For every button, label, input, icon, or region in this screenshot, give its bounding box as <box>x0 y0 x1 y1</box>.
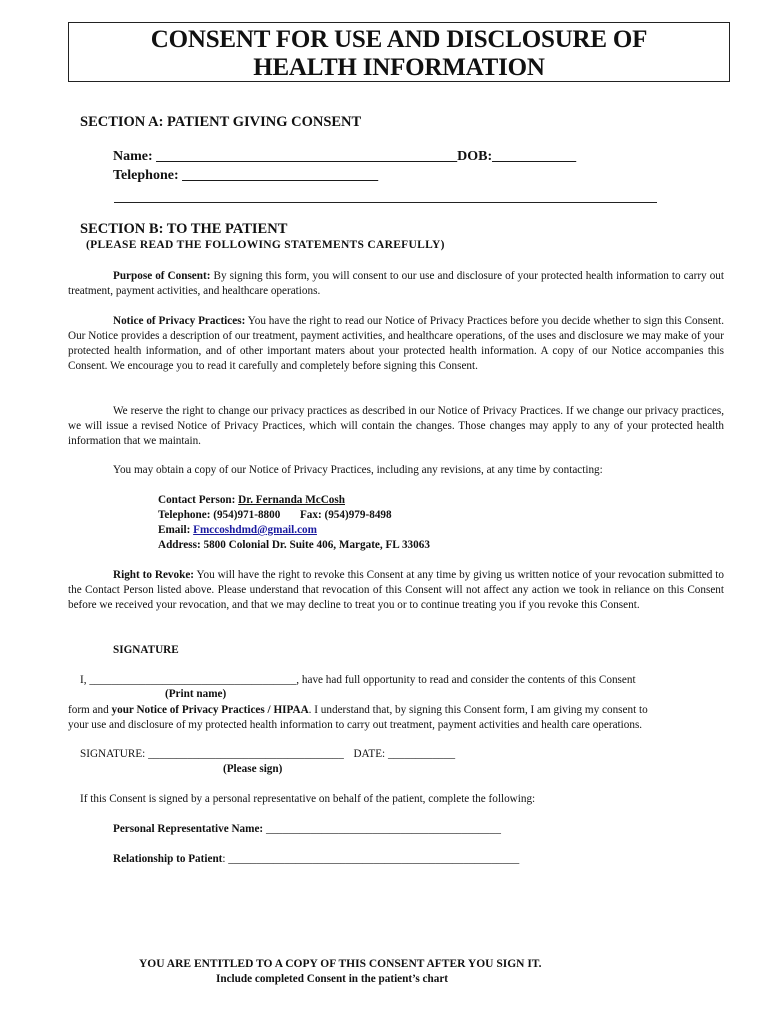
notice-paragraph <box>68 314 724 374</box>
consent-statement-1: , have had full opportunity to read and consider the contents of this Consent <box>296 674 636 686</box>
revoke-paragraph <box>68 568 724 613</box>
notice-hipaa-text: your Notice of Privacy Practices / HIPAA <box>111 704 309 716</box>
relationship-label: Relationship to Patient <box>113 853 223 865</box>
understand-text-2: your use and disclosure of my protected health information to carry out treatment, payment activities and health care operations. <box>68 719 643 731</box>
reserve-text: We reserve the right to change our privacy practices as described in our Notice of Privacy Practices. If we change our privacy practices, we will issue a revised Notice of Privacy Practices, which will contain the changes. Those changes may apply to any of your protected health information that we maintain. <box>68 405 724 447</box>
print-name-blank[interactable]: _____________________________________ <box>89 674 297 686</box>
date-label: DATE: <box>353 748 386 760</box>
signature-heading: SIGNATURE <box>113 644 179 656</box>
contact-email-link[interactable]: Fmccoshdmd@gmail.com <box>193 524 317 536</box>
obtain-text: You may obtain a copy of our Notice of Privacy Practices, including any revisions, at any time by contacting: <box>113 464 603 476</box>
print-name-caption: (Print name) <box>165 688 227 700</box>
signature-row <box>80 747 455 762</box>
notice-text: You have the right to read our Notice of Privacy Practices before you decide whether to sign this Consent. Our Notice provides a description of our treatment, payment activities, and healthcare operations, of the uses and disclosure we may make of your protected health information, and of other important maters about your protected health information. A copy of our Notice accompanies this Consent. We encourage you to read it carefully and completely before signing this Consent. <box>68 315 724 372</box>
relationship-blank[interactable]: ____________________________________________________ <box>228 853 520 865</box>
relationship-row <box>113 852 519 867</box>
contact-fax: Fax: (954)979-8498 <box>299 509 392 521</box>
name-field-row[interactable] <box>113 149 576 165</box>
contact-person-label: Contact Person: <box>158 494 236 506</box>
contact-phone-line <box>158 508 392 523</box>
signature-label: SIGNATURE: <box>80 748 146 760</box>
section-b-subheading: (PLEASE READ THE FOLLOWING STATEMENTS CAREFULLY) <box>86 239 445 251</box>
contact-person-line <box>158 493 345 508</box>
footer-chart-note: Include completed Consent in the patient’s chart <box>216 973 449 985</box>
telephone-blank[interactable]: ____________________________ <box>182 168 379 183</box>
reserve-paragraph <box>68 404 724 449</box>
i-prefix: I, <box>80 674 87 686</box>
revoke-label: Right to Revoke: <box>113 569 195 581</box>
relationship-colon: : <box>222 853 226 865</box>
please-sign-caption: (Please sign) <box>223 763 283 775</box>
dob-blank[interactable]: ____________ <box>492 149 577 164</box>
name-blank[interactable]: ___________________________________________ <box>156 149 458 164</box>
contact-address: Address: 5800 Colonial Dr. Suite 406, Margate, FL 33063 <box>158 539 430 551</box>
contact-person-name: Dr. Fernanda McCosh <box>238 494 345 506</box>
address-blank-line[interactable] <box>114 202 657 203</box>
telephone-field-row[interactable] <box>113 168 378 184</box>
print-name-row <box>80 673 636 688</box>
purpose-paragraph <box>68 269 724 299</box>
telephone-label: Telephone: <box>113 168 179 183</box>
representative-name-blank[interactable]: __________________________________________ <box>265 823 501 835</box>
footer-entitled-notice: YOU ARE ENTITLED TO A COPY OF THIS CONSENT AFTER YOU SIGN IT. <box>139 958 542 970</box>
representative-intro: If this Consent is signed by a personal representative on behalf of the patient, complete the following: <box>80 793 536 805</box>
representative-name-row <box>113 822 501 837</box>
signature-blank[interactable]: ___________________________________ <box>148 748 344 760</box>
section-a-heading: SECTION A: PATIENT GIVING CONSENT <box>80 114 362 130</box>
date-blank[interactable]: ____________ <box>387 748 456 760</box>
revoke-text: You will have the right to revoke this Consent at any time by giving us written notice of your revocation submitted to the Contact Person listed above. Please understand that revocation of this Consent will not affect any action we took in reliance on this Consent before we received your revocation, and that we may decline to treat you or to continue treating you if you revoke this Consent. <box>68 569 724 611</box>
contact-email-line <box>158 523 317 538</box>
contact-telephone: Telephone: (954)971-8800 <box>158 509 281 521</box>
purpose-text: By signing this form, you will consent to our use and disclosure of your protected health information to carry out treatment, payment activities, and healthcare operations. <box>68 270 724 297</box>
obtain-paragraph <box>68 463 724 478</box>
dob-label: DOB: <box>457 149 493 164</box>
contact-email-label: Email: <box>158 524 191 536</box>
document-title-line-1: CONSENT FOR USE AND DISCLOSURE OF <box>150 26 648 53</box>
form-and-text: form and <box>68 704 112 716</box>
representative-name-label: Personal Representative Name: <box>113 823 264 835</box>
name-label: Name: <box>113 149 153 164</box>
notice-label: Notice of Privacy Practices: <box>113 315 246 327</box>
section-b-heading: SECTION B: TO THE PATIENT <box>80 221 288 237</box>
form-and-line <box>68 703 648 718</box>
understand-text-1: . I understand that, by signing this Consent form, I am giving my consent to <box>308 704 648 716</box>
document-title-line-2: HEALTH INFORMATION <box>253 54 545 81</box>
title-box <box>68 22 730 82</box>
purpose-label: Purpose of Consent: <box>113 270 211 282</box>
